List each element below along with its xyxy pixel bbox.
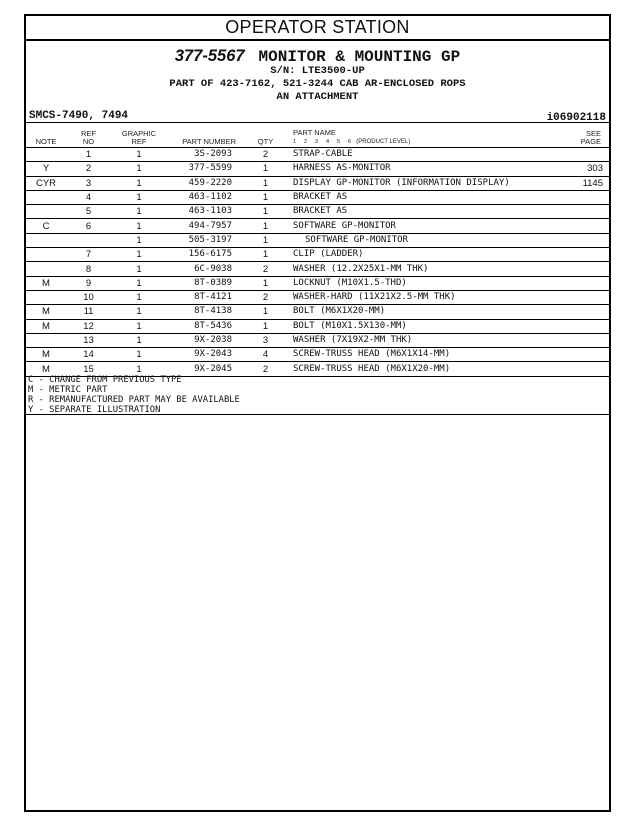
qty-cell: 2 xyxy=(262,149,269,161)
table-row xyxy=(26,205,609,219)
graphic-ref-cell: 1 xyxy=(136,363,142,375)
qty-cell: 1 xyxy=(262,206,269,218)
part-number-cell: 3S-2093 xyxy=(194,149,232,160)
graphic-ref-cell: 1 xyxy=(136,234,142,246)
note-cell: Y xyxy=(42,163,50,175)
ref-no-cell: 15 xyxy=(83,363,94,375)
graphic-ref-cell: 1 xyxy=(136,263,142,275)
col-qty: QTY xyxy=(257,137,274,146)
section-title: OPERATOR STATION xyxy=(26,16,609,41)
see-page-cell: 303 xyxy=(587,163,603,175)
ref-no-cell: 6 xyxy=(85,220,92,232)
note-cell xyxy=(26,148,66,162)
part-number-cell: 377-5599 xyxy=(188,163,232,174)
graphic-ref-cell: 1 xyxy=(136,335,142,346)
qty-cell: 1 xyxy=(262,320,269,332)
table-row xyxy=(26,290,609,304)
qty-cell: 2 xyxy=(262,263,269,275)
note-cell: M xyxy=(42,277,50,289)
col-ref-no: REF NO xyxy=(81,129,96,146)
part-name-cell: SCREW-TRUSS HEAD (M6X1X20-MM) xyxy=(293,363,451,374)
graphic-ref-cell: 1 xyxy=(136,163,142,175)
note-cell xyxy=(26,290,66,304)
see-page-cell xyxy=(555,319,609,333)
ref-no-cell: 5 xyxy=(85,206,92,218)
graphic-ref-cell: 1 xyxy=(136,192,142,204)
table-row xyxy=(26,276,609,290)
part-number-cell: 8T-0389 xyxy=(194,277,232,288)
see-page-cell xyxy=(555,276,609,290)
note-cell xyxy=(26,248,66,262)
ref-no-cell: 2 xyxy=(85,163,92,175)
part-number-cell: 8T-4121 xyxy=(194,292,232,303)
illustration-id: i06902118 xyxy=(546,112,606,124)
table-row xyxy=(26,348,609,362)
part-number-cell: 505-3197 xyxy=(188,234,232,245)
note-cell: CYR xyxy=(35,177,57,189)
table-row xyxy=(26,319,609,333)
qty-cell: 2 xyxy=(262,363,269,375)
ref-no-cell: 8 xyxy=(85,263,92,275)
part-name-cell: WASHER (12.2X25X1-MM THK) xyxy=(293,263,429,274)
qty-cell: 1 xyxy=(262,249,269,261)
qty-cell: 1 xyxy=(262,306,269,318)
col-part-number: PART NUMBER xyxy=(182,137,236,146)
qty-cell: 1 xyxy=(262,220,269,232)
see-page-cell xyxy=(555,205,609,219)
part-name-cell: WASHER-HARD (11X21X2.5-MM THK) xyxy=(293,292,456,303)
graphic-ref-cell: 1 xyxy=(136,277,142,289)
legend-item: C - CHANGE FROM PREVIOUS TYPE xyxy=(28,375,182,385)
qty-cell: 2 xyxy=(262,292,269,304)
note-cell xyxy=(26,233,66,247)
see-page-cell xyxy=(555,290,609,304)
qty-cell: 1 xyxy=(262,163,269,175)
table-row xyxy=(26,333,609,347)
see-page-cell xyxy=(555,148,609,162)
part-name-cell: SCREW-TRUSS HEAD (M6X1X14-MM) xyxy=(293,349,451,360)
see-page-cell: 1145 xyxy=(582,177,603,189)
graphic-ref-cell: 1 xyxy=(136,320,142,332)
col-graphic-ref: GRAPHIC REF xyxy=(121,129,157,146)
part-name-cell: DISPLAY GP-MONITOR (INFORMATION DISPLAY) xyxy=(293,177,510,188)
note-cell: C xyxy=(42,220,50,232)
graphic-ref-cell: 1 xyxy=(136,306,142,318)
group-heading xyxy=(26,47,609,66)
legend-divider xyxy=(26,414,609,415)
part-of-line: PART OF 423-7162, 521-3244 CAB AR-ENCLOSED ROPS xyxy=(169,78,466,90)
see-page-cell xyxy=(555,348,609,362)
part-name-cell: STRAP-CABLE xyxy=(293,149,353,160)
part-number-cell: 9X-2043 xyxy=(194,349,232,360)
note-cell: M xyxy=(42,349,50,361)
part-number-cell: 459-2220 xyxy=(188,177,232,188)
see-page-cell xyxy=(555,333,609,347)
graphic-ref-cell: 1 xyxy=(136,349,142,361)
graphic-ref-cell: 1 xyxy=(136,220,142,232)
note-cell: M xyxy=(42,306,50,318)
legend-item: M - METRIC PART xyxy=(28,385,108,395)
qty-cell: 4 xyxy=(262,349,269,361)
qty-cell: 3 xyxy=(262,335,269,346)
smcs-codes: SMCS-7490, 7494 xyxy=(29,110,129,122)
qty-cell: 1 xyxy=(262,177,269,189)
see-page-cell xyxy=(555,248,609,262)
part-name-cell: SOFTWARE GP-MONITOR xyxy=(293,220,396,231)
note-cell xyxy=(26,205,66,219)
see-page-cell xyxy=(555,190,609,204)
part-name-cell: HARNESS AS-MONITOR xyxy=(293,163,391,174)
col-see-page: SEE PAGE xyxy=(580,129,601,146)
ref-no-cell: 14 xyxy=(83,349,94,361)
part-name-cell: BOLT (M10X1.5X130-MM) xyxy=(293,320,407,331)
part-name-cell: BRACKET AS xyxy=(293,192,348,203)
ref-no-cell: 9 xyxy=(85,277,92,289)
graphic-ref-cell: 1 xyxy=(136,206,142,218)
ref-no-cell: 11 xyxy=(83,306,94,318)
note-cell: M xyxy=(42,320,50,332)
part-name-cell: SOFTWARE GP-MONITOR xyxy=(305,234,408,245)
ref-no-cell: 13 xyxy=(83,335,94,346)
part-number-cell: 9X-2045 xyxy=(194,363,232,374)
see-page-cell xyxy=(555,219,609,233)
table-row xyxy=(26,176,609,190)
table-row xyxy=(26,233,609,247)
part-number-cell: 9X-2038 xyxy=(194,335,232,345)
group-name: MONITOR & MOUNTING GP xyxy=(258,48,461,66)
notes-legend xyxy=(28,375,240,415)
qty-cell: 1 xyxy=(262,234,269,246)
parts-page-frame xyxy=(24,14,611,812)
col-part-name: PART NAME 1 2 3 4 5 6 (PRODUCT LEVEL) xyxy=(293,128,411,145)
table-row xyxy=(26,190,609,204)
ref-no-cell: 7 xyxy=(85,249,92,261)
table-row xyxy=(26,248,609,262)
ref-no-cell: 12 xyxy=(83,320,94,332)
part-name-cell: LOCKNUT (M10X1.5-THD) xyxy=(293,277,407,288)
part-number-cell: 463-1102 xyxy=(188,192,232,203)
ref-no-cell xyxy=(66,233,111,247)
ref-no-cell: 4 xyxy=(85,192,92,204)
ref-no-cell: 1 xyxy=(85,149,92,161)
table-row xyxy=(26,262,609,276)
ref-no-cell: 10 xyxy=(83,292,94,304)
legend-item: Y - SEPARATE ILLUSTRATION xyxy=(28,405,161,415)
graphic-ref-cell: 1 xyxy=(136,149,142,161)
group-part-number: 377-5567 xyxy=(174,47,245,65)
part-name-cell: BOLT (M6X1X20-MM) xyxy=(293,306,386,317)
see-page-cell xyxy=(555,362,609,376)
table-row xyxy=(26,219,609,233)
graphic-ref-cell: 1 xyxy=(136,292,142,304)
see-page-cell xyxy=(555,262,609,276)
note-cell xyxy=(26,190,66,204)
serial-range: S/N: LTE3500-UP xyxy=(270,65,365,77)
note-cell xyxy=(26,333,66,347)
graphic-ref-cell: 1 xyxy=(136,249,142,261)
graphic-ref-cell: 1 xyxy=(136,177,142,189)
part-name-cell: WASHER (7X19X2-MM THK) xyxy=(293,335,413,345)
part-number-cell: 8T-4138 xyxy=(194,306,232,317)
note-cell xyxy=(26,262,66,276)
part-name-cell: BRACKET AS xyxy=(293,206,348,217)
part-number-cell: 6C-9038 xyxy=(194,263,232,274)
see-page-cell xyxy=(555,305,609,319)
table-row xyxy=(26,162,609,176)
part-number-cell: 463-1103 xyxy=(188,206,232,217)
part-number-cell: 156-6175 xyxy=(188,249,232,260)
col-note: NOTE xyxy=(35,137,57,146)
qty-cell: 1 xyxy=(262,192,269,204)
part-number-cell: 494-7957 xyxy=(188,220,232,231)
parts-table xyxy=(26,122,609,377)
table-header xyxy=(26,123,609,148)
see-page-cell xyxy=(555,233,609,247)
note-cell: M xyxy=(42,363,50,375)
ref-no-cell: 3 xyxy=(85,177,92,189)
part-name-cell: CLIP (LADDER) xyxy=(293,249,364,260)
attachment-line: AN ATTACHMENT xyxy=(276,91,359,103)
part-number-cell: 8T-5436 xyxy=(194,320,232,331)
table-row xyxy=(26,148,609,162)
table-row xyxy=(26,305,609,319)
qty-cell: 1 xyxy=(262,277,269,289)
legend-item: R - REMANUFACTURED PART MAY BE AVAILABLE xyxy=(28,395,240,405)
